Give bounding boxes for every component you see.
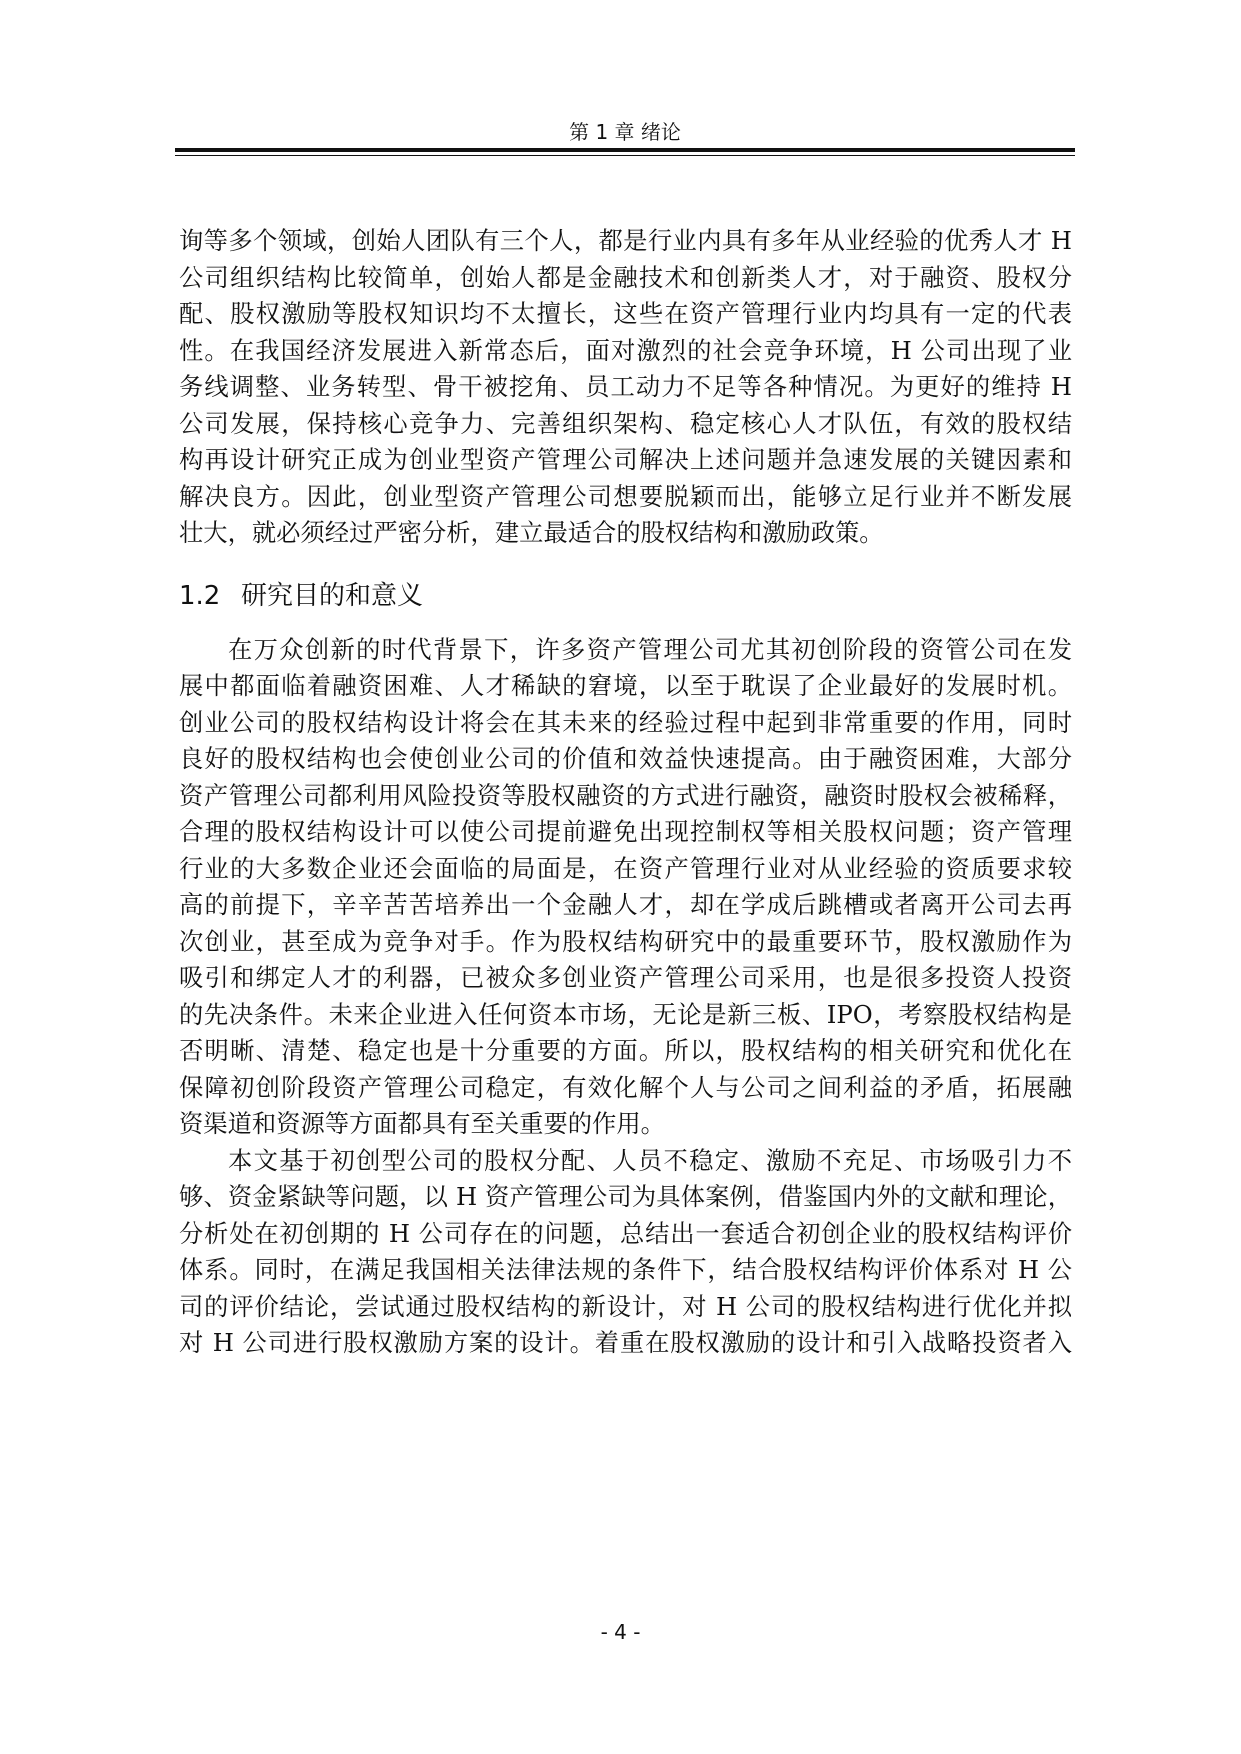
running-header: 第 1 章 绪论 — [569, 120, 681, 144]
text-line: 公司组织结构比较简单，创始人都是金融技术和创新类人才，对于融资、股权分 — [179, 262, 1072, 292]
text-line: 公司发展，保持核心竞争力、完善组织架构、稳定核心人才队伍，有效的股权结 — [179, 408, 1072, 438]
text-line: 配、股权激励等股权知识均不太擅长，这些在资产管理行业内均具有一定的代表 — [179, 299, 1072, 328]
text-line: 创业公司的股权结构设计将会在其未来的经验过程中起到非常重要的作用，同时 — [179, 707, 1072, 737]
text-line: 资渠道和资源等方面都具有至关重要的作用。 — [179, 1109, 665, 1138]
text-line: 体系。同时，在满足我国相关法律法规的条件下，结合股权结构评价体系对 H 公 — [179, 1255, 1072, 1284]
text-line: 性。在我国经济发展进入新常态后，面对激烈的社会竞争环境，H 公司出现了业 — [179, 335, 1072, 365]
text-line: 高的前提下，辛辛苦苦培养出一个金融人才，却在学成后跳槽或者离开公司去再 — [179, 890, 1072, 919]
paragraph — [179, 1143, 1072, 1362]
text-line: 展中都面临着融资困难、人才稀缺的窘境，以至于耽误了企业最好的发展时机。 — [179, 671, 1072, 700]
header-rule-thin — [175, 155, 1075, 156]
header-rule — [175, 148, 1075, 152]
section-title: 研究目的和意义 — [241, 580, 424, 611]
text-line: 次创业，甚至成为竞争对手。作为股权结构研究中的最重要环节，股权激励作为 — [179, 926, 1072, 956]
text-line: 够、资金紧缺等问题，以 H 资产管理公司为具体案例，借鉴国内外的文献和理论， — [179, 1182, 1072, 1211]
text-line: 合理的股权结构设计可以使公司提前避免出现控制权等相关股权问题；资产管理 — [179, 817, 1072, 846]
text-line: 构再设计研究正成为创业型资产管理公司解决上述问题并急速发展的关键因素和 — [179, 445, 1072, 474]
text-line: 吸引和绑定人才的利器，已被众多创业资产管理公司采用，也是很多投资人投资 — [179, 963, 1072, 992]
text-line: 解决良方。因此，创业型资产管理公司想要脱颖而出，能够立足行业并不断发展 — [179, 481, 1072, 511]
section-heading — [179, 578, 1072, 614]
text-line: 司的评价结论，尝试通过股权结构的新设计，对 H 公司的股权结构进行优化并拟 — [179, 1291, 1072, 1321]
text-line: 对 H 公司进行股权激励方案的设计。着重在股权激励的设计和引入战略投资者入 — [179, 1328, 1072, 1357]
text-line: 询等多个领域，创始人团队有三个人，都是行业内具有多年从业经验的优秀人才 H — [179, 226, 1072, 255]
text-line: 资产管理公司都利用风险投资等股权融资的方式进行融资，融资时股权会被稀释， — [179, 780, 1072, 810]
paragraph — [179, 223, 1072, 552]
text-line: 在万众创新的时代背景下，许多资产管理公司尤其初创阶段的资管公司在发 — [228, 634, 1072, 664]
text-line: 良好的股权结构也会使创业公司的价值和效益快速提高。由于融资困难，大部分 — [179, 744, 1072, 773]
text-line: 否明晰、清楚、稳定也是十分重要的方面。所以，股权结构的相关研究和优化在 — [179, 1036, 1072, 1065]
text-line: 行业的大多数企业还会面临的局面是，在资产管理行业对从业经验的资质要求较 — [179, 853, 1072, 883]
page-number: - 4 - — [600, 1620, 641, 1644]
text-line: 的先决条件。未来企业进入任何资本市场，无论是新三板、IPO，考察股权结构是 — [179, 999, 1072, 1029]
page-content — [179, 223, 1072, 1362]
text-line: 分析处在初创期的 H 公司存在的问题，总结出一套适合初创企业的股权结构评价 — [179, 1218, 1072, 1248]
text-line: 务线调整、业务转型、骨干被挖角、员工动力不足等各种情况。为更好的维持 H — [179, 372, 1072, 401]
text-line: 壮大，就必须经过严密分析，建立最适合的股权结构和激励政策。 — [179, 518, 884, 547]
text-line: 保障初创阶段资产管理公司稳定，有效化解个人与公司之间利益的矛盾，拓展融 — [179, 1072, 1072, 1102]
text-line: 本文基于初创型公司的股权分配、人员不稳定、激励不充足、市场吸引力不 — [228, 1145, 1072, 1175]
section-number: 1.2 — [179, 580, 221, 611]
paragraph — [179, 632, 1072, 1143]
